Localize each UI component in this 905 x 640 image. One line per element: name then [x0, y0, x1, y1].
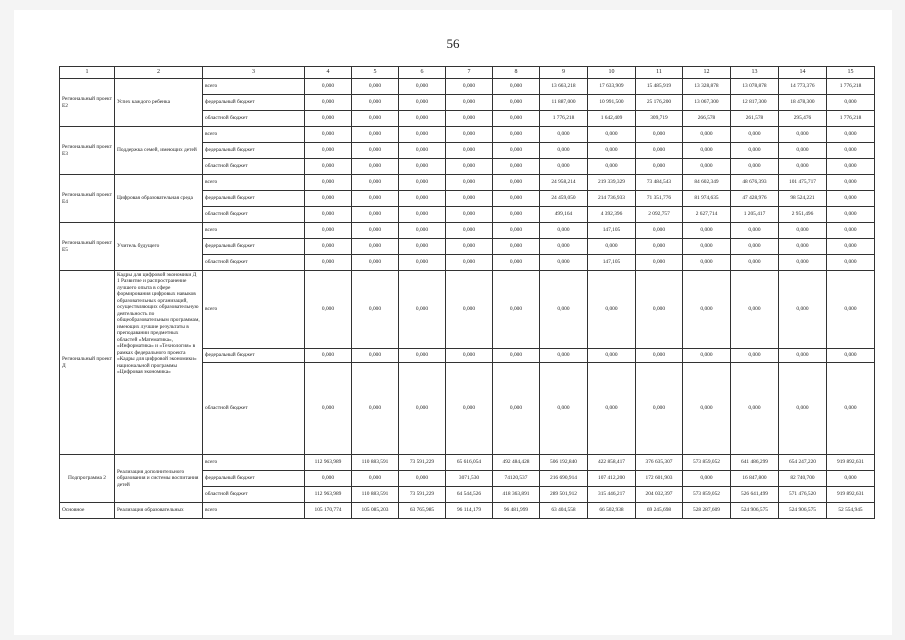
amount-cell: 73 484,543: [636, 175, 683, 191]
amount-cell: 0,000: [731, 159, 779, 175]
amount-cell: 0,000: [588, 363, 636, 455]
amount-cell: 0,000: [446, 239, 493, 255]
table-row: [60, 271, 875, 349]
table-row: [60, 503, 875, 519]
amount-cell: 81 974,635: [683, 191, 731, 207]
amount-cell: 0,000: [683, 143, 731, 159]
amount-cell: 0,000: [540, 255, 588, 271]
amount-cell: 492 484,428: [493, 455, 540, 471]
program-name: Региональный проект E3: [60, 127, 115, 175]
amount-cell: 96 114,179: [446, 503, 493, 519]
amount-cell: 13 663,218: [540, 79, 588, 95]
amount-cell: 0,000: [588, 271, 636, 349]
amount-cell: 66 502,938: [588, 503, 636, 519]
amount-cell: 69 245,698: [636, 503, 683, 519]
amount-cell: 0,000: [731, 127, 779, 143]
amount-cell: 0,000: [540, 363, 588, 455]
amount-cell: 112 963,989: [305, 487, 352, 503]
amount-cell: 0,000: [636, 159, 683, 175]
program-name: Подпрограмма 2: [60, 455, 115, 503]
funding-source: областной бюджет: [203, 255, 305, 271]
amount-cell: 0,000: [779, 349, 827, 363]
amount-cell: 2 092,757: [636, 207, 683, 223]
amount-cell: 0,000: [827, 159, 875, 175]
amount-cell: 0,000: [683, 159, 731, 175]
amount-cell: 0,000: [446, 143, 493, 159]
amount-cell: 0,000: [731, 223, 779, 239]
amount-cell: 0,000: [827, 255, 875, 271]
amount-cell: 96 481,999: [493, 503, 540, 519]
amount-cell: 295,476: [779, 111, 827, 127]
amount-cell: 18 478,300: [779, 95, 827, 111]
amount-cell: 13 328,878: [683, 79, 731, 95]
program-title: Реализация дополнительного образования и системы воспитания детей: [115, 455, 203, 503]
amount-cell: 0,000: [305, 207, 352, 223]
amount-cell: 376 635,307: [636, 455, 683, 471]
column-number: 3: [203, 67, 305, 79]
amount-cell: 105 085,203: [352, 503, 399, 519]
amount-cell: 0,000: [399, 363, 446, 455]
amount-cell: 11 887,000: [540, 95, 588, 111]
amount-cell: 0,000: [493, 191, 540, 207]
funding-source: федеральный бюджет: [203, 95, 305, 111]
amount-cell: 524 906,575: [779, 503, 827, 519]
amount-cell: 0,000: [540, 239, 588, 255]
amount-cell: 654 247,220: [779, 455, 827, 471]
amount-cell: 0,000: [446, 363, 493, 455]
amount-cell: 0,000: [636, 127, 683, 143]
amount-cell: 17 633,909: [588, 79, 636, 95]
amount-cell: 0,000: [731, 363, 779, 455]
program-title: Кадры для цифровой экономики Д 1 Развитие и распространение лучшего опыта в сфере формирования цифровых навыков образовательных организаций, осуществляющих образовательную деятельность по общеобразовательным программам, имеющих лучшие результаты в преподавании предметных областей «Математика», «Информатика» и «Технология» в рамках федерального проекта «Кадры для цифровой экономики» национальной программы «Цифровая экономика»: [115, 271, 203, 455]
funding-source: всего: [203, 127, 305, 143]
amount-cell: 0,000: [779, 271, 827, 349]
amount-cell: 0,000: [827, 471, 875, 487]
funding-source: всего: [203, 503, 305, 519]
table-row: [60, 79, 875, 95]
amount-cell: 0,000: [683, 127, 731, 143]
funding-source: федеральный бюджет: [203, 349, 305, 363]
amount-cell: 0,000: [827, 143, 875, 159]
amount-cell: 309,719: [636, 111, 683, 127]
program-name: Региональный проект E5: [60, 223, 115, 271]
amount-cell: 84 602,349: [683, 175, 731, 191]
funding-source: всего: [203, 455, 305, 471]
amount-cell: 0,000: [493, 143, 540, 159]
amount-cell: 0,000: [399, 223, 446, 239]
amount-cell: 0,000: [352, 111, 399, 127]
amount-cell: 0,000: [827, 363, 875, 455]
amount-cell: 16 847,800: [731, 471, 779, 487]
amount-cell: 64 544,526: [446, 487, 493, 503]
amount-cell: 10 991,500: [588, 95, 636, 111]
amount-cell: 0,000: [352, 255, 399, 271]
amount-cell: 506 192,840: [540, 455, 588, 471]
program-title: Учитель будущего: [115, 223, 203, 271]
amount-cell: 1 776,218: [827, 79, 875, 95]
amount-cell: 0,000: [827, 271, 875, 349]
amount-cell: 0,000: [399, 111, 446, 127]
amount-cell: 0,000: [827, 223, 875, 239]
program-title: Реализация образовательных: [115, 503, 203, 519]
amount-cell: 0,000: [446, 223, 493, 239]
amount-cell: 216 690,914: [540, 471, 588, 487]
amount-cell: 0,000: [827, 127, 875, 143]
table-row: [60, 175, 875, 191]
funding-source: федеральный бюджет: [203, 239, 305, 255]
amount-cell: 0,000: [731, 255, 779, 271]
amount-cell: 98 524,221: [779, 191, 827, 207]
amount-cell: 0,000: [540, 159, 588, 175]
amount-cell: 0,000: [636, 223, 683, 239]
amount-cell: 0,000: [540, 271, 588, 349]
amount-cell: 0,000: [540, 127, 588, 143]
amount-cell: 1 642,409: [588, 111, 636, 127]
amount-cell: 0,000: [588, 127, 636, 143]
amount-cell: 24 958,214: [540, 175, 588, 191]
amount-cell: 0,000: [399, 175, 446, 191]
amount-cell: 0,000: [305, 175, 352, 191]
amount-cell: 4 392,396: [588, 207, 636, 223]
program-name: Региональный проект E2: [60, 79, 115, 127]
amount-cell: 499,164: [540, 207, 588, 223]
amount-cell: 0,000: [352, 271, 399, 349]
column-number: 15: [827, 67, 875, 79]
amount-cell: 13 067,300: [683, 95, 731, 111]
amount-cell: 0,000: [493, 207, 540, 223]
funding-source: областной бюджет: [203, 363, 305, 455]
amount-cell: 0,000: [683, 223, 731, 239]
amount-cell: 0,000: [305, 349, 352, 363]
amount-cell: 0,000: [446, 271, 493, 349]
amount-cell: 0,000: [683, 349, 731, 363]
amount-cell: 0,000: [493, 79, 540, 95]
amount-cell: 0,000: [352, 239, 399, 255]
amount-cell: 0,000: [779, 223, 827, 239]
column-number: 11: [636, 67, 683, 79]
amount-cell: 0,000: [731, 143, 779, 159]
amount-cell: 0,000: [827, 175, 875, 191]
amount-cell: 0,000: [540, 143, 588, 159]
funding-source: всего: [203, 79, 305, 95]
column-number: 6: [399, 67, 446, 79]
amount-cell: 107 412,200: [588, 471, 636, 487]
amount-cell: 261,578: [731, 111, 779, 127]
amount-cell: 0,000: [493, 127, 540, 143]
amount-cell: 0,000: [493, 255, 540, 271]
amount-cell: 0,000: [731, 239, 779, 255]
amount-cell: 0,000: [827, 239, 875, 255]
amount-cell: 0,000: [446, 127, 493, 143]
amount-cell: 101 475,717: [779, 175, 827, 191]
amount-cell: 0,000: [399, 127, 446, 143]
amount-cell: 0,000: [683, 271, 731, 349]
amount-cell: 0,000: [399, 95, 446, 111]
amount-cell: 110 883,591: [352, 455, 399, 471]
amount-cell: 0,000: [352, 349, 399, 363]
amount-cell: 0,000: [305, 143, 352, 159]
amount-cell: 0,000: [399, 159, 446, 175]
amount-cell: 0,000: [493, 175, 540, 191]
amount-cell: 289 501,912: [540, 487, 588, 503]
amount-cell: 526 641,499: [731, 487, 779, 503]
amount-cell: 0,000: [588, 349, 636, 363]
amount-cell: 0,000: [305, 79, 352, 95]
amount-cell: 0,000: [446, 159, 493, 175]
amount-cell: 112 963,989: [305, 455, 352, 471]
amount-cell: 0,000: [399, 271, 446, 349]
amount-cell: 219 339,329: [588, 175, 636, 191]
amount-cell: 1 776,218: [827, 111, 875, 127]
funding-source: всего: [203, 175, 305, 191]
amount-cell: 573 859,052: [683, 487, 731, 503]
amount-cell: 0,000: [305, 471, 352, 487]
amount-cell: 0,000: [399, 79, 446, 95]
amount-cell: 919 892,631: [827, 487, 875, 503]
amount-cell: 0,000: [305, 239, 352, 255]
amount-cell: 13 078,878: [731, 79, 779, 95]
program-title: Цифровая образовательная среда: [115, 175, 203, 223]
column-number: 1: [60, 67, 115, 79]
amount-cell: 0,000: [779, 239, 827, 255]
column-number: 12: [683, 67, 731, 79]
amount-cell: 0,000: [352, 471, 399, 487]
amount-cell: 0,000: [446, 95, 493, 111]
amount-cell: 63 404,558: [540, 503, 588, 519]
amount-cell: 0,000: [352, 363, 399, 455]
table-row: [60, 223, 875, 239]
amount-cell: 0,000: [446, 207, 493, 223]
amount-cell: 0,000: [731, 349, 779, 363]
amount-cell: 147,105: [588, 223, 636, 239]
amount-cell: 52 554,945: [827, 503, 875, 519]
amount-cell: 0,000: [683, 239, 731, 255]
amount-cell: 0,000: [305, 271, 352, 349]
amount-cell: 105 170,774: [305, 503, 352, 519]
amount-cell: 418 363,891: [493, 487, 540, 503]
amount-cell: 12 817,300: [731, 95, 779, 111]
amount-cell: 0,000: [446, 255, 493, 271]
amount-cell: 0,000: [305, 191, 352, 207]
amount-cell: 266,578: [683, 111, 731, 127]
amount-cell: 0,000: [493, 349, 540, 363]
amount-cell: 47 428,976: [731, 191, 779, 207]
amount-cell: 24 459,050: [540, 191, 588, 207]
amount-cell: 15 485,919: [636, 79, 683, 95]
amount-cell: 74120,537: [493, 471, 540, 487]
amount-cell: 0,000: [446, 191, 493, 207]
amount-cell: 0,000: [305, 127, 352, 143]
funding-source: областной бюджет: [203, 111, 305, 127]
page-number: 56: [446, 36, 460, 51]
amount-cell: 0,000: [399, 207, 446, 223]
amount-cell: 573 859,052: [683, 455, 731, 471]
amount-cell: 73 591,229: [399, 487, 446, 503]
amount-cell: 524 906,575: [731, 503, 779, 519]
amount-cell: 0,000: [352, 159, 399, 175]
funding-source: федеральный бюджет: [203, 191, 305, 207]
document-page: [14, 10, 892, 635]
amount-cell: 0,000: [493, 159, 540, 175]
amount-cell: 0,000: [588, 159, 636, 175]
program-title: Поддержка семей, имеющих детей: [115, 127, 203, 175]
amount-cell: 0,000: [305, 159, 352, 175]
column-number: 5: [352, 67, 399, 79]
amount-cell: 110 883,591: [352, 487, 399, 503]
amount-cell: 0,000: [446, 111, 493, 127]
amount-cell: 0,000: [779, 255, 827, 271]
funding-source: областной бюджет: [203, 207, 305, 223]
amount-cell: 0,000: [636, 239, 683, 255]
budget-table: [59, 66, 875, 519]
amount-cell: 0,000: [352, 95, 399, 111]
column-number: 4: [305, 67, 352, 79]
amount-cell: 0,000: [352, 223, 399, 239]
amount-cell: 48 676,393: [731, 175, 779, 191]
amount-cell: 0,000: [305, 223, 352, 239]
amount-cell: 0,000: [399, 255, 446, 271]
amount-cell: 0,000: [352, 127, 399, 143]
amount-cell: 1 205,417: [731, 207, 779, 223]
funding-source: федеральный бюджет: [203, 471, 305, 487]
funding-source: областной бюджет: [203, 487, 305, 503]
amount-cell: 0,000: [352, 207, 399, 223]
amount-cell: 2 627,714: [683, 207, 731, 223]
amount-cell: 0,000: [493, 239, 540, 255]
amount-cell: 0,000: [352, 79, 399, 95]
amount-cell: 641 486,299: [731, 455, 779, 471]
amount-cell: 71 351,776: [636, 191, 683, 207]
amount-cell: 0,000: [779, 159, 827, 175]
amount-cell: 0,000: [305, 255, 352, 271]
program-name: Основное: [60, 503, 115, 519]
column-number: 7: [446, 67, 493, 79]
amount-cell: 0,000: [305, 95, 352, 111]
amount-cell: 25 176,200: [636, 95, 683, 111]
header-row: [60, 67, 875, 79]
program-title: Успех каждого ребенка: [115, 79, 203, 127]
amount-cell: 0,000: [827, 349, 875, 363]
amount-cell: 0,000: [827, 191, 875, 207]
amount-cell: 0,000: [446, 79, 493, 95]
amount-cell: 3071,530: [446, 471, 493, 487]
amount-cell: 0,000: [636, 255, 683, 271]
amount-cell: 0,000: [352, 143, 399, 159]
amount-cell: 0,000: [399, 191, 446, 207]
amount-cell: 82 740,700: [779, 471, 827, 487]
amount-cell: 0,000: [683, 471, 731, 487]
amount-cell: 0,000: [399, 349, 446, 363]
amount-cell: 172 601,903: [636, 471, 683, 487]
amount-cell: 0,000: [731, 271, 779, 349]
amount-cell: 204 032,397: [636, 487, 683, 503]
amount-cell: 0,000: [493, 95, 540, 111]
column-number: 9: [540, 67, 588, 79]
amount-cell: 0,000: [352, 191, 399, 207]
amount-cell: 0,000: [779, 363, 827, 455]
funding-source: всего: [203, 223, 305, 239]
amount-cell: 0,000: [399, 143, 446, 159]
column-number: 13: [731, 67, 779, 79]
amount-cell: 0,000: [493, 271, 540, 349]
amount-cell: 0,000: [305, 111, 352, 127]
amount-cell: 315 446,217: [588, 487, 636, 503]
funding-source: федеральный бюджет: [203, 143, 305, 159]
amount-cell: 0,000: [446, 349, 493, 363]
amount-cell: 0,000: [779, 143, 827, 159]
program-name: Региональный проект E4: [60, 175, 115, 223]
amount-cell: 0,000: [636, 349, 683, 363]
funding-source: всего: [203, 271, 305, 349]
amount-cell: 571 476,520: [779, 487, 827, 503]
amount-cell: 0,000: [493, 223, 540, 239]
column-number: 2: [115, 67, 203, 79]
amount-cell: 0,000: [827, 207, 875, 223]
amount-cell: 0,000: [446, 175, 493, 191]
amount-cell: 0,000: [827, 95, 875, 111]
amount-cell: 0,000: [540, 223, 588, 239]
amount-cell: 528 287,609: [683, 503, 731, 519]
amount-cell: 0,000: [540, 349, 588, 363]
amount-cell: 0,000: [636, 363, 683, 455]
amount-cell: 0,000: [588, 143, 636, 159]
amount-cell: 0,000: [399, 239, 446, 255]
amount-cell: 73 591,229: [399, 455, 446, 471]
amount-cell: 63 765,985: [399, 503, 446, 519]
funding-source: областной бюджет: [203, 159, 305, 175]
amount-cell: 0,000: [352, 175, 399, 191]
amount-cell: 0,000: [779, 127, 827, 143]
amount-cell: 2 951,496: [779, 207, 827, 223]
table-row: [60, 127, 875, 143]
amount-cell: 0,000: [493, 363, 540, 455]
column-number: 10: [588, 67, 636, 79]
amount-cell: 65 616,054: [446, 455, 493, 471]
amount-cell: 1 776,218: [540, 111, 588, 127]
amount-cell: 0,000: [683, 363, 731, 455]
amount-cell: 422 858,417: [588, 455, 636, 471]
amount-cell: 0,000: [493, 111, 540, 127]
amount-cell: 147,105: [588, 255, 636, 271]
column-number: 14: [779, 67, 827, 79]
program-name: Региональный проект Д: [60, 271, 115, 455]
amount-cell: 0,000: [683, 255, 731, 271]
amount-cell: 14 773,376: [779, 79, 827, 95]
amount-cell: 919 892,631: [827, 455, 875, 471]
table-row: [60, 455, 875, 471]
amount-cell: 0,000: [399, 471, 446, 487]
column-number: 8: [493, 67, 540, 79]
amount-cell: 0,000: [588, 239, 636, 255]
amount-cell: 214 736,933: [588, 191, 636, 207]
amount-cell: 0,000: [305, 363, 352, 455]
amount-cell: 0,000: [636, 271, 683, 349]
amount-cell: 0,000: [636, 143, 683, 159]
